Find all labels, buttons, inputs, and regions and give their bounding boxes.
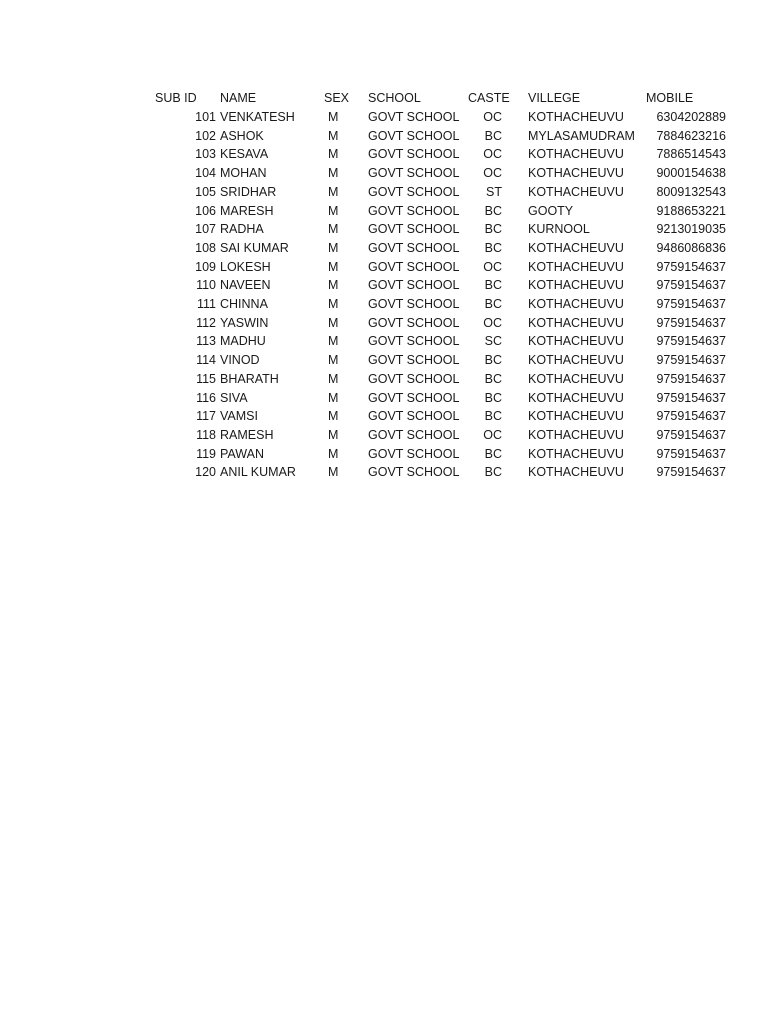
header-village: VILLEGE (528, 90, 581, 105)
cell-name: VENKATESH (220, 110, 295, 124)
table-row (150, 295, 726, 314)
cell-mobile: 9188653221 (656, 203, 726, 218)
cell-school: GOVT SCHOOL (368, 409, 460, 424)
cell-name: YASWIN (220, 315, 269, 330)
cell-sub-id: 115 (196, 371, 216, 386)
cell-sub-id: 105 (195, 184, 216, 199)
cell-sex: M (328, 334, 339, 349)
cell-sub-id: 112 (196, 315, 216, 330)
cell-name: MOHAN (220, 166, 267, 181)
cell-sub-id: 118 (196, 427, 216, 442)
header-row (150, 88, 726, 108)
header-mobile: MOBILE (646, 90, 694, 105)
cell-sex: M (328, 465, 339, 480)
cell-caste: BC (484, 203, 502, 218)
cell-school: GOVT SCHOOL (368, 297, 460, 312)
cell-village: KOTHACHEUVU (528, 259, 624, 274)
table-row (150, 370, 726, 389)
cell-mobile: 9000154638 (656, 166, 726, 181)
cell-village: KOTHACHEUVU (528, 184, 624, 199)
cell-sex: M (328, 184, 339, 199)
cell-sex: M (328, 259, 339, 274)
table-row (150, 239, 726, 258)
cell-caste: BC (484, 297, 502, 312)
table-row (150, 127, 726, 146)
cell-sub-id: 104 (195, 166, 216, 181)
cell-sex: M (328, 278, 339, 293)
cell-sex: M (328, 240, 339, 255)
cell-caste: BC (484, 446, 502, 461)
cell-mobile: 9759154637 (656, 465, 726, 480)
cell-name: VAMSI (220, 409, 258, 424)
cell-mobile: 9759154637 (656, 390, 726, 405)
cell-sex: M (328, 390, 339, 405)
cell-caste: BC (484, 278, 502, 293)
cell-sub-id: 107 (195, 222, 216, 237)
cell-school: GOVT SCHOOL (368, 390, 460, 405)
table-row (150, 183, 726, 202)
cell-school: GOVT SCHOOL (368, 128, 460, 143)
cell-village: KOTHACHEUVU (528, 315, 624, 330)
cell-sex: M (328, 371, 339, 386)
cell-caste: BC (484, 371, 502, 386)
cell-caste: BC (484, 390, 502, 405)
cell-mobile: 7886514543 (656, 147, 726, 162)
cell-mobile: 9213019035 (656, 222, 726, 237)
cell-caste: BC (484, 240, 502, 255)
cell-village: KOTHACHEUVU (528, 147, 624, 162)
cell-sub-id: 110 (196, 278, 216, 293)
cell-mobile: 9759154637 (656, 427, 726, 442)
cell-sub-id: 113 (196, 334, 216, 349)
cell-sub-id: 117 (196, 409, 216, 424)
cell-name: BHARATH (220, 371, 279, 386)
cell-caste: OC (483, 147, 502, 162)
cell-village: KOTHACHEUVU (528, 166, 624, 181)
cell-caste: OC (483, 315, 502, 330)
cell-school: GOVT SCHOOL (368, 110, 460, 124)
cell-sex: M (328, 427, 339, 442)
cell-school: GOVT SCHOOL (368, 353, 460, 368)
cell-school: GOVT SCHOOL (368, 427, 460, 442)
cell-mobile: 9759154637 (656, 259, 726, 274)
cell-school: GOVT SCHOOL (368, 203, 460, 218)
cell-village: KURNOOL (528, 222, 590, 237)
table-row (150, 202, 726, 221)
table-row (150, 314, 726, 333)
cell-mobile: 9486086836 (656, 240, 726, 255)
cell-caste: BC (484, 353, 502, 368)
table-row (150, 258, 726, 277)
cell-mobile: 8009132543 (656, 184, 726, 199)
cell-name: MADHU (220, 334, 266, 349)
cell-caste: OC (483, 259, 502, 274)
table-row (150, 351, 726, 370)
table-body (150, 108, 726, 482)
header-school: SCHOOL (368, 90, 421, 105)
cell-caste: SC (484, 334, 502, 349)
table-row (150, 445, 726, 464)
cell-mobile: 9759154637 (656, 446, 726, 461)
cell-village: KOTHACHEUVU (528, 465, 624, 480)
cell-sex: M (328, 353, 339, 368)
cell-school: GOVT SCHOOL (368, 166, 460, 181)
cell-name: ANIL KUMAR (220, 465, 296, 480)
cell-mobile: 9759154637 (656, 353, 726, 368)
cell-village: KOTHACHEUVU (528, 446, 624, 461)
cell-sex: M (328, 128, 339, 143)
cell-caste: OC (483, 427, 502, 442)
table-row (150, 407, 726, 426)
cell-mobile: 9759154637 (656, 297, 726, 312)
cell-school: GOVT SCHOOL (368, 371, 460, 386)
cell-sub-id: 102 (195, 128, 216, 143)
cell-mobile: 9759154637 (656, 334, 726, 349)
cell-mobile: 7884623216 (656, 128, 726, 143)
cell-sub-id: 109 (195, 259, 216, 274)
cell-caste: OC (483, 110, 502, 124)
cell-village: KOTHACHEUVU (528, 110, 624, 124)
cell-caste: BC (484, 409, 502, 424)
cell-name: RAMESH (220, 427, 274, 442)
cell-mobile: 9759154637 (656, 371, 726, 386)
cell-school: GOVT SCHOOL (368, 315, 460, 330)
cell-school: GOVT SCHOOL (368, 147, 460, 162)
header-caste: CASTE (468, 90, 510, 105)
cell-mobile: 9759154637 (656, 315, 726, 330)
cell-caste: OC (483, 166, 502, 181)
table-row (150, 389, 726, 408)
header-sex: SEX (324, 90, 350, 105)
table-row (150, 332, 726, 351)
table-row (150, 426, 726, 445)
cell-school: GOVT SCHOOL (368, 184, 460, 199)
cell-sex: M (328, 203, 339, 218)
cell-sex: M (328, 222, 339, 237)
cell-sex: M (328, 409, 339, 424)
header-name: NAME (220, 90, 257, 105)
cell-name: VINOD (220, 353, 260, 368)
cell-sex: M (328, 147, 339, 162)
cell-mobile: 6304202889 (656, 110, 726, 124)
cell-school: GOVT SCHOOL (368, 222, 460, 237)
cell-name: SAI KUMAR (220, 240, 289, 255)
cell-sub-id: 108 (195, 240, 216, 255)
cell-school: GOVT SCHOOL (368, 334, 460, 349)
cell-sub-id: 114 (196, 353, 216, 368)
table-row (150, 463, 726, 482)
cell-village: KOTHACHEUVU (528, 297, 624, 312)
cell-sub-id: 116 (196, 390, 216, 405)
cell-sex: M (328, 166, 339, 181)
cell-sub-id: 101 (195, 110, 216, 124)
table-row (150, 276, 726, 295)
table-row (150, 164, 726, 183)
cell-school: GOVT SCHOOL (368, 446, 460, 461)
cell-village: GOOTY (528, 203, 574, 218)
cell-sub-id: 111 (196, 297, 216, 312)
cell-name: SIVA (220, 390, 248, 405)
cell-sex: M (328, 315, 339, 330)
student-table (150, 88, 726, 482)
cell-village: KOTHACHEUVU (528, 240, 624, 255)
cell-village: KOTHACHEUVU (528, 334, 624, 349)
table-row (150, 220, 726, 239)
cell-name: RADHA (220, 222, 264, 237)
cell-name: KESAVA (220, 147, 269, 162)
cell-sex: M (328, 110, 339, 124)
table-row (150, 108, 726, 127)
cell-village: KOTHACHEUVU (528, 278, 624, 293)
cell-school: GOVT SCHOOL (368, 465, 460, 480)
cell-caste: ST (486, 184, 502, 199)
cell-village: KOTHACHEUVU (528, 390, 624, 405)
cell-sub-id: 106 (195, 203, 216, 218)
cell-village: KOTHACHEUVU (528, 353, 624, 368)
cell-caste: BC (484, 128, 502, 143)
cell-sub-id: 120 (195, 465, 216, 480)
header-sub-id: SUB ID (155, 90, 197, 105)
student-table-sheet (150, 88, 730, 482)
cell-caste: BC (484, 465, 502, 480)
cell-name: PAWAN (220, 446, 264, 461)
cell-name: NAVEEN (220, 278, 271, 293)
cell-school: GOVT SCHOOL (368, 240, 460, 255)
cell-sex: M (328, 297, 339, 312)
cell-school: GOVT SCHOOL (368, 278, 460, 293)
table-row (150, 145, 726, 164)
cell-sub-id: 119 (196, 446, 216, 461)
cell-name: MARESH (220, 203, 274, 218)
cell-name: CHINNA (220, 297, 268, 312)
cell-school: GOVT SCHOOL (368, 259, 460, 274)
cell-village: KOTHACHEUVU (528, 427, 624, 442)
cell-village: KOTHACHEUVU (528, 409, 624, 424)
cell-name: SRIDHAR (220, 184, 277, 199)
cell-name: LOKESH (220, 259, 271, 274)
cell-sex: M (328, 446, 339, 461)
cell-mobile: 9759154637 (656, 409, 726, 424)
cell-village: MYLASAMUDRAM (528, 128, 635, 143)
cell-sub-id: 103 (195, 147, 216, 162)
cell-name: ASHOK (220, 128, 264, 143)
cell-village: KOTHACHEUVU (528, 371, 624, 386)
cell-mobile: 9759154637 (656, 278, 726, 293)
cell-caste: BC (484, 222, 502, 237)
